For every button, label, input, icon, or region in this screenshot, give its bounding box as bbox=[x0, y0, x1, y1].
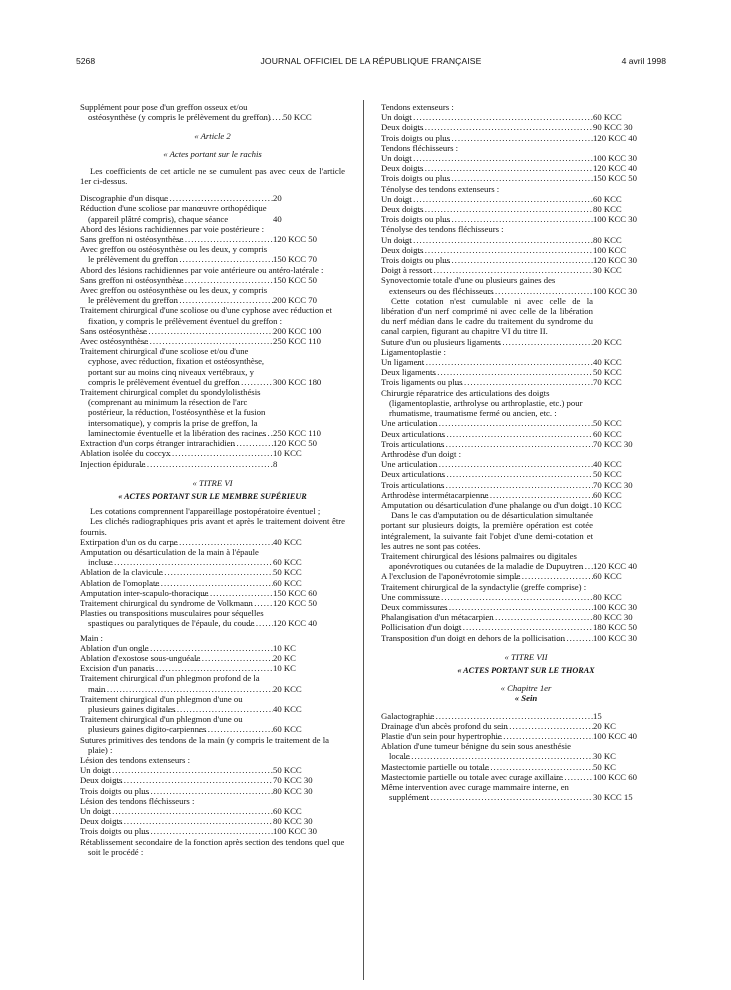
tariff-row bbox=[80, 588, 345, 598]
act-coefficient: 20 KC bbox=[593, 720, 616, 731]
tariff-row bbox=[80, 234, 345, 244]
tariff-row bbox=[80, 346, 345, 387]
act-coefficient: 150 KCC 50 bbox=[593, 173, 637, 184]
tariff-row bbox=[80, 448, 345, 458]
titre-paragraph: Les cotations comprennent l'appareillage postopératoire éventuel ; bbox=[90, 506, 321, 517]
tariff-row bbox=[80, 336, 345, 346]
act-coefficient: 100 KCC 30 bbox=[593, 601, 637, 612]
titre-subheading: « ACTES PORTANT SUR LE MEMBRE SUPÉRIEUR bbox=[118, 491, 307, 501]
act-label: Trois doigts ou plus ..... bbox=[381, 173, 593, 183]
act-label: Ablation de l'omoplate ..... bbox=[80, 578, 273, 588]
act-label: Transposition d'un doigt en dehors de la pollicisation ..... bbox=[381, 633, 593, 643]
act-coefficient: 120 KCC 50 bbox=[273, 234, 317, 245]
act-label: Mastectomie partielle ou totale avec curage axillaire ..... bbox=[381, 772, 593, 782]
tariff-row bbox=[381, 782, 671, 802]
issue-date: 4 avril 1998 bbox=[621, 56, 666, 66]
tariff-row bbox=[80, 598, 345, 608]
section-label: Lésion des tendons fléchisseurs : bbox=[80, 795, 195, 806]
tariff-row bbox=[381, 265, 671, 275]
act-coefficient: 50 KCC bbox=[283, 112, 312, 123]
act-label: Phalangisation d'un métacarpien ..... bbox=[381, 612, 593, 622]
tariff-row bbox=[80, 285, 345, 305]
act-label: Avec ostéosynthèse ..... bbox=[80, 336, 273, 346]
tariff-row bbox=[381, 602, 671, 612]
titre-subheading: « ACTES PORTANT SUR LE THORAX bbox=[457, 665, 595, 675]
act-label: Arthrodèse intermétacarpienne ..... bbox=[381, 490, 593, 500]
act-label: Mastectomie partielle ou totale ..... bbox=[381, 762, 593, 772]
tariff-row bbox=[80, 537, 345, 547]
act-coefficient: 30 KCC bbox=[593, 265, 622, 276]
act-coefficient: 120 KCC 30 bbox=[593, 255, 637, 266]
act-coefficient: 70 KCC 30 bbox=[593, 438, 633, 449]
act-coefficient: 120 KCC 40 bbox=[593, 163, 637, 174]
act-coefficient: 50 KCC bbox=[593, 469, 622, 480]
tariff-row bbox=[381, 741, 671, 761]
act-coefficient: 100 KCC 30 bbox=[593, 285, 637, 296]
act-label: Traitement chirurgical d'une scoliose et/ou d'une cyphose, avec réduction, fixation et ostéosynthèse, portant sur au moins cinq niveaux vertébraux, y compris le prélèvement éventuel du greffon ..... bbox=[80, 346, 273, 387]
act-label: Trois articulations ..... bbox=[381, 480, 593, 490]
act-coefficient: 90 KCC 30 bbox=[593, 122, 633, 133]
act-label: Deux ligaments ..... bbox=[381, 367, 593, 377]
act-label: Trois doigts ou plus ..... bbox=[381, 133, 593, 143]
section-label: Tendons extenseurs : bbox=[381, 102, 454, 112]
act-label: Amputation inter-scapulo-thoracique ..... bbox=[80, 588, 273, 598]
act-coefficient: 10 KC bbox=[273, 642, 296, 653]
act-label: Un doigt ..... bbox=[381, 235, 593, 245]
section-label: Main : bbox=[80, 632, 103, 643]
act-coefficient: 20 KC bbox=[273, 652, 296, 663]
act-coefficient: 100 KCC 40 bbox=[593, 730, 637, 741]
act-coefficient: 10 KC bbox=[273, 663, 296, 674]
article-heading: « Article 2 bbox=[194, 131, 231, 142]
act-label: Deux commissures ..... bbox=[381, 602, 593, 612]
article-paragraph: Les coefficients de cet article ne se cumulent pas avec ceux de l'article 1er ci-dessus. bbox=[80, 165, 345, 187]
act-coefficient: 40 bbox=[273, 213, 282, 224]
act-coefficient: 70 KCC 30 bbox=[593, 479, 633, 490]
act-coefficient: 300 KCC 180 bbox=[273, 376, 322, 387]
act-coefficient: 100 KCC 30 bbox=[593, 632, 637, 643]
act-label: Trois doigts ou plus ..... bbox=[381, 255, 593, 265]
act-coefficient: 250 KCC 110 bbox=[273, 427, 321, 438]
act-label: Ablation d'une tumeur bénigne du sein sous anesthésie locale ..... bbox=[381, 741, 593, 761]
act-coefficient: 20 KCC bbox=[593, 336, 622, 347]
act-coefficient: 150 KCC 70 bbox=[273, 254, 317, 265]
act-coefficient: 20 KCC bbox=[273, 683, 302, 694]
act-label: Trois doigts ou plus ..... bbox=[80, 786, 273, 796]
act-label: Extirpation d'un os du carpe ..... bbox=[80, 537, 273, 547]
act-label: Excision d'un panaris ..... bbox=[80, 663, 273, 673]
act-coefficient: 120 KCC 50 bbox=[273, 597, 317, 608]
act-coefficient: 120 KCC 40 bbox=[593, 561, 637, 572]
tariff-row bbox=[381, 490, 671, 500]
tariff-row bbox=[80, 387, 345, 438]
act-label: Galactographie ..... bbox=[381, 711, 593, 721]
act-label: Suture d'un ou plusieurs ligaments ..... bbox=[381, 337, 593, 347]
tariff-row bbox=[381, 275, 671, 295]
note-paragraph: Cette cotation n'est cumulable ni avec celle de la libération d'un nerf comprimé ni avec celle de la libération du nerf médian dans le cadre du traitement du syndrome du canal carpien, figurant au chapitre VI du titre II. bbox=[381, 295, 593, 337]
tariff-row bbox=[80, 275, 345, 285]
act-coefficient: 70 KCC 30 bbox=[273, 775, 313, 786]
tariff-row bbox=[381, 122, 671, 132]
act-coefficient: 30 KC bbox=[593, 751, 616, 762]
tariff-row bbox=[381, 235, 671, 245]
act-coefficient: 10 KCC bbox=[273, 448, 302, 459]
act-coefficient: 100 KCC 30 bbox=[593, 153, 637, 164]
tariff-row bbox=[80, 244, 345, 264]
tariff-row bbox=[80, 714, 345, 734]
act-label: Plasties ou transpositions musculaires pour séquelles spastiques ou paralytiques de l'épaule, du coude ..... bbox=[80, 608, 273, 628]
act-label: Deux articulations ..... bbox=[381, 429, 593, 439]
act-coefficient: 120 KCC 40 bbox=[593, 132, 637, 143]
act-coefficient: 80 KCC 30 bbox=[273, 816, 313, 827]
act-coefficient: 180 KCC 50 bbox=[593, 622, 637, 633]
section-label: Tendons fléchisseurs : bbox=[381, 142, 459, 153]
act-label: Drainage d'un abcès profond du sein ..... bbox=[381, 721, 593, 731]
act-coefficient: 70 KCC bbox=[593, 377, 622, 388]
section-label: Abord des lésions rachidiennes par voie postérieure : bbox=[80, 223, 265, 234]
page-header bbox=[76, 56, 666, 70]
tariff-row bbox=[80, 459, 345, 469]
act-label: Amputation ou désarticulation de la main à l'épaule incluse ..... bbox=[80, 547, 273, 567]
act-label: Avec greffon ou ostéosynthèse ou les deux, y compris le prélèvement du greffon ..... bbox=[80, 244, 273, 264]
act-coefficient: 60 KCC bbox=[593, 571, 622, 582]
act-coefficient: 10 KCC bbox=[593, 499, 622, 510]
tariff-row bbox=[381, 153, 671, 163]
act-label: Sans ostéosynthèse ..... bbox=[80, 326, 273, 336]
act-coefficient: 50 KCC bbox=[273, 765, 302, 776]
act-coefficient: 60 KCC bbox=[273, 806, 302, 816]
tariff-row bbox=[80, 694, 345, 714]
act-coefficient: 50 KC bbox=[593, 761, 616, 772]
act-coefficient: 200 KCC 70 bbox=[273, 295, 317, 306]
act-coefficient: 120 KCC 40 bbox=[273, 618, 317, 629]
act-coefficient: 250 KCC 110 bbox=[273, 336, 321, 347]
act-coefficient: 150 KCC 50 bbox=[273, 274, 317, 285]
section-label: Abord des lésions rachidiennes par voie antérieure ou antéro-latérale : bbox=[80, 264, 324, 275]
tariff-row bbox=[381, 612, 671, 622]
tariff-row bbox=[80, 203, 345, 223]
act-label: Deux articulations ..... bbox=[381, 469, 593, 479]
act-label: Deux doigts ..... bbox=[381, 245, 593, 255]
act-label: Deux doigts ..... bbox=[80, 775, 273, 785]
act-coefficient: 50 KCC bbox=[273, 567, 302, 578]
tariff-row bbox=[381, 367, 671, 377]
tariff-row bbox=[381, 214, 671, 224]
act-coefficient: 40 KCC bbox=[273, 536, 302, 547]
act-label: A l'exclusion de l'aponévrotomie simple ..... bbox=[381, 571, 593, 581]
chapter-heading: « Chapitre 1er bbox=[500, 683, 552, 694]
act-label: Ablation d'un ongle ..... bbox=[80, 643, 273, 653]
act-label: Injection épidurale ..... bbox=[80, 459, 273, 469]
tariff-row bbox=[381, 772, 671, 782]
tariff-row bbox=[80, 786, 345, 796]
act-label: Un doigt ..... bbox=[381, 153, 593, 163]
act-coefficient: 40 KCC bbox=[593, 357, 622, 368]
act-coefficient: 60 KCC bbox=[593, 428, 622, 439]
act-coefficient: 8 bbox=[273, 458, 278, 469]
act-coefficient: 100 KCC 30 bbox=[273, 826, 317, 837]
act-label: Avec greffon ou ostéosynthèse ou les deux, y compris le prélèvement du greffon ..... bbox=[80, 285, 273, 305]
act-coefficient: 80 KCC bbox=[593, 591, 622, 602]
tariff-row bbox=[80, 663, 345, 673]
section-label: Ténolyse des tendons extenseurs : bbox=[381, 183, 500, 194]
section-label: Ligamentoplastie : bbox=[381, 346, 446, 357]
act-coefficient: 80 KCC 30 bbox=[273, 785, 313, 796]
act-coefficient: 150 KCC 60 bbox=[273, 587, 317, 598]
act-coefficient: 100 KCC 60 bbox=[593, 771, 637, 782]
tariff-row bbox=[381, 469, 671, 479]
tariff-row bbox=[80, 193, 345, 203]
tariff-row bbox=[381, 721, 671, 731]
titre-paragraph: Les clichés radiographiques pris avant et après le traitement doivent être fournis. bbox=[80, 516, 345, 537]
tariff-row bbox=[80, 816, 345, 826]
tariff-row bbox=[381, 439, 671, 449]
journal-title: JOURNAL OFFICIEL DE LA RÉPUBLIQUE FRANÇAISE bbox=[260, 56, 482, 66]
act-coefficient: 60 KCC bbox=[593, 193, 622, 204]
section-label: Rétablissement secondaire de la fonction après section des tendons quel que soit le procédé : bbox=[80, 836, 345, 857]
act-label: Sans greffon ni ostéosynthèse ..... bbox=[80, 275, 273, 285]
tariff-row bbox=[381, 500, 671, 510]
tariff-row bbox=[381, 480, 671, 490]
tariff-row bbox=[80, 102, 345, 122]
act-coefficient: 80 KCC 30 bbox=[593, 612, 633, 623]
act-label: Doigt à ressort ..... bbox=[381, 265, 593, 275]
act-coefficient: 15 bbox=[593, 710, 602, 721]
tariff-row bbox=[80, 775, 345, 785]
tariff-row bbox=[381, 245, 671, 255]
act-label: Trois ligaments ou plus ..... bbox=[381, 377, 593, 387]
act-label: Ablation de la clavicule ..... bbox=[80, 567, 273, 577]
act-coefficient: 60 KCC bbox=[593, 489, 622, 500]
section-label: Traitement chirurgical de la syndactylie (greffe comprise) : bbox=[381, 581, 587, 592]
act-label: Même intervention avec curage mammaire interne, en supplément ..... bbox=[381, 782, 593, 802]
tariff-row bbox=[80, 765, 345, 775]
tariff-row bbox=[80, 673, 345, 693]
act-label: Deux doigts ..... bbox=[381, 163, 593, 173]
act-label: Deux doigts ..... bbox=[80, 816, 273, 826]
left-column bbox=[80, 102, 345, 857]
act-label: Sans greffon ni ostéosynthèse ..... bbox=[80, 234, 273, 244]
act-label: Traitement chirurgical complet du spondylolisthésis (comprenant au minimum la résection de l'arc postérieur, la réduction, l'ostéosynthèse et la fusion intersomatique), y compris la prise de greffon, la laminectomie éventuelle et la libération des racines ..... bbox=[80, 387, 273, 438]
act-label: Pollicisation d'un doigt ..... bbox=[381, 622, 593, 632]
section-label: Chirurgie réparatrice des articulations des doigts (ligamentoplastie, arthrolyse ou arthroplastie, etc.) pour rhumatisme, traumatisme fermé ou ancien, etc. : bbox=[381, 387, 583, 419]
tariff-row bbox=[381, 194, 671, 204]
act-label: Trois doigts ou plus ..... bbox=[80, 826, 273, 836]
act-coefficient: 20 bbox=[273, 193, 282, 204]
tariff-row bbox=[381, 377, 671, 387]
act-coefficient: 60 KCC bbox=[593, 112, 622, 123]
tariff-row bbox=[381, 622, 671, 632]
section-label: Arthrodèse d'un doigt : bbox=[381, 448, 461, 459]
tariff-row bbox=[381, 357, 671, 367]
titre-heading: « TITRE VI bbox=[192, 477, 233, 488]
section-label: Lésion des tendons extenseurs : bbox=[80, 754, 191, 765]
act-coefficient: 100 KCC 30 bbox=[593, 214, 637, 225]
article-subheading: « Actes portant sur le rachis bbox=[163, 148, 262, 159]
page-number: 5268 bbox=[76, 56, 96, 66]
act-label: Synovectomie totale d'une ou plusieurs gaines des extenseurs ou des fléchisseurs ..... bbox=[381, 275, 593, 295]
tariff-row bbox=[381, 255, 671, 265]
tariff-row bbox=[381, 112, 671, 122]
act-label: Réduction d'une scoliose par manœuvre orthopédique (appareil plâtré compris), chaque séance bbox=[80, 203, 267, 224]
tariff-row bbox=[80, 608, 345, 628]
tariff-row bbox=[381, 592, 671, 602]
act-coefficient: 60 KCC bbox=[273, 557, 302, 568]
act-coefficient: 200 KCC 100 bbox=[273, 325, 322, 336]
titre-heading: « TITRE VII bbox=[504, 651, 548, 662]
tariff-row bbox=[80, 578, 345, 588]
tariff-row bbox=[80, 653, 345, 663]
right-column bbox=[381, 102, 671, 802]
act-label: Traitement chirurgical d'un phlegmon d'une ou plusieurs gaines digitales ..... bbox=[80, 694, 273, 714]
act-label: Deux doigts ..... bbox=[381, 122, 593, 132]
tariff-row bbox=[381, 418, 671, 428]
act-coefficient: 60 KCC bbox=[273, 577, 302, 588]
tariff-row bbox=[80, 567, 345, 577]
act-coefficient: 80 KCC bbox=[593, 234, 622, 245]
act-label: Une commissure ..... bbox=[381, 592, 593, 602]
act-label: Une articulation ..... bbox=[381, 459, 593, 469]
tariff-row bbox=[381, 204, 671, 214]
act-label: Discographie d'un disque ..... bbox=[80, 193, 273, 203]
tariff-row bbox=[80, 806, 345, 816]
note-paragraph: Dans le cas d'amputation ou de désarticulation simultanée portant sur plusieurs doigts, la première opération est cotée intégralement, la suivante fait l'objet d'une demi-cotation et les autres ne sont pas cotées. bbox=[381, 510, 593, 551]
tariff-row bbox=[381, 337, 671, 347]
act-coefficient: 50 KCC bbox=[593, 367, 622, 378]
act-label: Un doigt ..... bbox=[80, 806, 273, 816]
act-label: Traitement chirurgical du syndrome de Volkmann ..... bbox=[80, 598, 273, 608]
act-label: Un doigt ..... bbox=[381, 112, 593, 122]
act-label: Un doigt ..... bbox=[80, 765, 273, 775]
act-label: Trois doigts ou plus ..... bbox=[381, 214, 593, 224]
tariff-row bbox=[381, 133, 671, 143]
column-divider bbox=[363, 100, 364, 980]
section-label: Sutures primitives des tendons de la main (y compris le traitement de la plaie) : bbox=[80, 734, 329, 755]
act-label: Traitement chirurgical d'un phlegmon d'une ou plusieurs gaines digito-carpiennes ..... bbox=[80, 714, 273, 734]
tariff-row bbox=[80, 438, 345, 448]
tariff-row bbox=[381, 173, 671, 183]
act-coefficient: 120 KCC 50 bbox=[273, 438, 317, 449]
act-label: Trois articulations ..... bbox=[381, 439, 593, 449]
act-label: Traitement chirurgical des lésions palmaires ou digitales aponévrotiques ou cutanées de la maladie de Dupuytren ..... bbox=[381, 551, 593, 571]
tariff-row bbox=[381, 551, 671, 571]
act-coefficient: 50 KCC bbox=[593, 418, 622, 429]
act-coefficient: 40 KCC bbox=[593, 459, 622, 470]
act-label: Plastie d'un sein pour hypertrophie ..... bbox=[381, 731, 593, 741]
tariff-row bbox=[381, 633, 671, 643]
tariff-row bbox=[381, 762, 671, 772]
tariff-row bbox=[80, 547, 345, 567]
tariff-row bbox=[381, 731, 671, 741]
act-coefficient: 80 KCC bbox=[593, 204, 622, 215]
section-label: Ténolyse des tendons fléchisseurs : bbox=[381, 224, 504, 235]
act-coefficient: 30 KCC 15 bbox=[593, 792, 633, 803]
tariff-row bbox=[80, 326, 345, 336]
act-label: Ablation d'exostose sous-unguéale ..... bbox=[80, 653, 273, 663]
act-label: Ablation isolée du coccyx ..... bbox=[80, 448, 273, 458]
act-label: Un doigt ..... bbox=[381, 194, 593, 204]
act-label: Deux doigts ..... bbox=[381, 204, 593, 214]
act-label: Un ligament ..... bbox=[381, 357, 593, 367]
tariff-row bbox=[381, 429, 671, 439]
tariff-row bbox=[80, 826, 345, 836]
tariff-row bbox=[381, 163, 671, 173]
section-label: Traitement chirurgical d'une scoliose ou d'une cyphose avec réduction et fixation, y compris le prélèvement éventuel du greffon : bbox=[80, 305, 332, 326]
chapter-subheading: « Sein bbox=[514, 693, 538, 704]
tariff-row bbox=[381, 571, 671, 581]
tariff-row bbox=[381, 459, 671, 469]
tariff-row bbox=[80, 643, 345, 653]
act-label: Extraction d'un corps étranger intrarachidien ..... bbox=[80, 438, 273, 448]
act-coefficient: 60 KCC bbox=[273, 724, 302, 735]
act-coefficient: 40 KCC bbox=[273, 703, 302, 714]
act-label: Traitement chirurgical d'un phlegmon profond de la main ..... bbox=[80, 673, 273, 693]
act-coefficient: 100 KCC bbox=[593, 244, 627, 255]
tariff-row bbox=[381, 711, 671, 721]
act-label: Une articulation ..... bbox=[381, 418, 593, 428]
act-label: Amputation ou désarticulation d'une phalange ou d'un doigt ..... bbox=[381, 500, 593, 510]
act-label: Supplément pour pose d'un greffon osseux et/ou ostéosynthèse (y compris le prélèvement du greffon) ..... bbox=[80, 102, 283, 122]
